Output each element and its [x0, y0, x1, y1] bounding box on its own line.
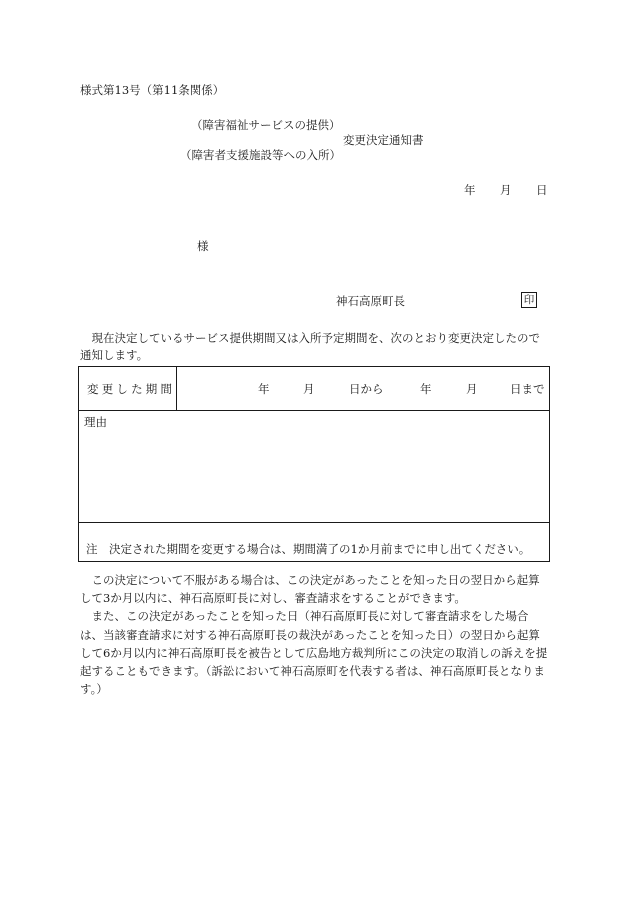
period-from-day: 日から — [349, 382, 384, 396]
form-number: 様式第13号（第11条関係） — [80, 83, 225, 97]
period-to-day: 日まで — [510, 382, 545, 396]
appeal-paragraph-1: この決定について不服がある場合は、この決定があったことを知った日の翌日から起算して3か月以内に、神石高原町長に対し、審査請求をすることができます。 — [80, 573, 540, 606]
issuer-name: 神石高原町長 — [336, 294, 405, 308]
period-label-cell — [79, 367, 177, 410]
title-service-line: （障害福祉サービスの提供） — [191, 118, 341, 132]
addressee-suffix: 様 — [197, 239, 209, 253]
period-to-year: 年 — [420, 382, 432, 396]
title-facility-line: （障害者支援施設等への入所） — [180, 148, 341, 162]
change-table — [78, 366, 550, 562]
date-day-label: 日 — [536, 183, 548, 197]
note-row — [79, 523, 549, 561]
seal-icon: 印 — [521, 292, 537, 308]
period-label: 変更した期間 — [87, 382, 176, 396]
appeal-notice — [80, 571, 550, 698]
period-from-month: 月 — [303, 382, 315, 396]
intro-paragraph: 現在決定しているサービス提供期間又は入所予定期間を、次のとおり変更決定したので通知します。 — [80, 331, 540, 362]
period-to-month: 月 — [466, 382, 478, 396]
reason-row — [79, 410, 549, 523]
appeal-paragraph-2: また、この決定があったことを知った日（神石高原町長に対して審査請求をした場合は、当該審査請求に対する神石高原町長の裁決があったことを知った日）の翌日から起算して6か月以内に神石高原町長を被告として広島地方裁判所にこの決定の取消しの訴えを提起することもできます。（訴訟において神石高原町を代表する者は、神石高原町長となります。） — [80, 609, 548, 697]
reason-label: 理由 — [84, 415, 107, 429]
date-month-label: 月 — [500, 183, 512, 197]
document-title: 変更決定通知書 — [343, 133, 424, 147]
period-row — [79, 367, 549, 411]
period-from-year: 年 — [258, 382, 270, 396]
note-text: 注 決定された期間を変更する場合は、期間満了の1か月前までに申し出てください。 — [86, 542, 531, 556]
date-year-label: 年 — [464, 183, 476, 197]
